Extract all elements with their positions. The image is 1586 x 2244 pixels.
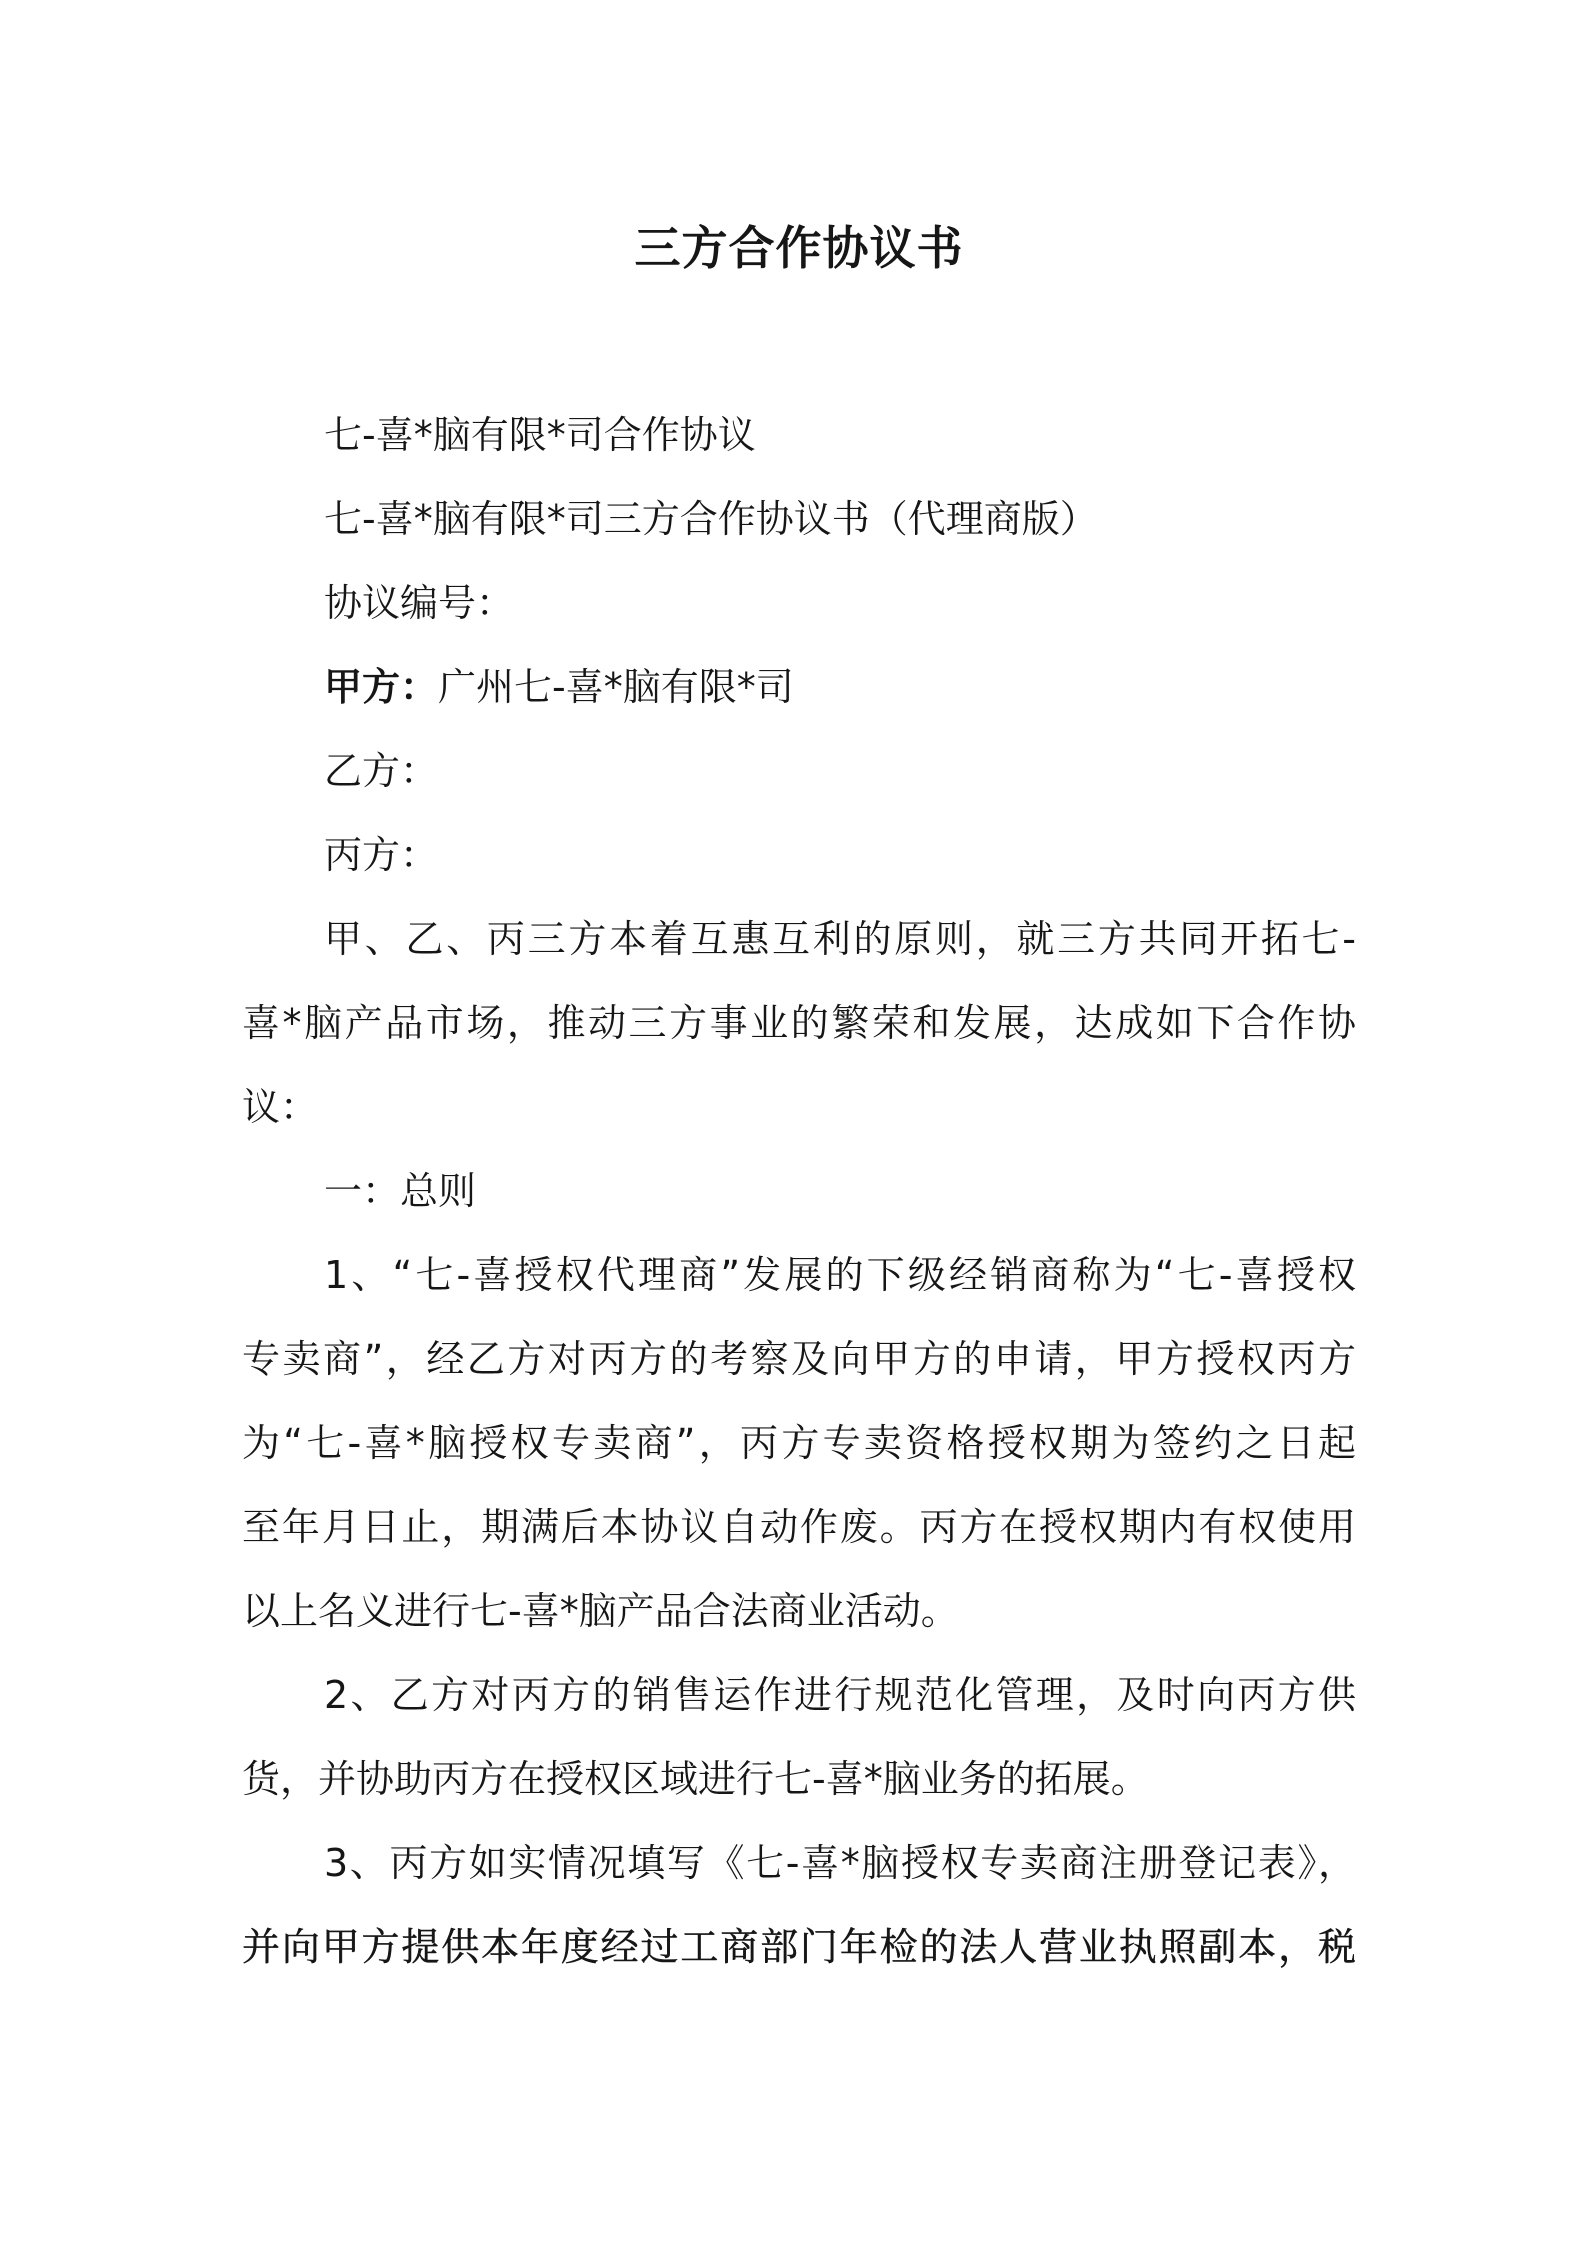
clause-2-line: 2、乙方对丙方的销售运作进行规范化管理，及时向丙方供 [324, 1673, 1359, 1717]
party-a-name: 广州七-喜*脑有限*司 [438, 665, 794, 709]
clause-3-line: 3、丙方如实情况填写《七-喜*脑授权专卖商注册登记表》， [324, 1841, 1358, 1885]
party-b [242, 729, 1356, 813]
clause-3-line: 并向甲方提供本年度经过工商部门年检的法人营业执照副本，税 [242, 1925, 1358, 1969]
agreement-number-label: 协议编号： [324, 581, 515, 625]
clause-1-line: 1、“七-喜授权代理商”发展的下级经销商称为“七-喜授权 [324, 1253, 1360, 1297]
clause-1-line: 为“七-喜*脑授权专卖商”，丙方专卖资格授权期为签约之日起 [242, 1421, 1360, 1465]
party-b-label: 乙方： [324, 749, 439, 793]
clause-1-line: 专卖商”，经乙方对丙方的考察及向甲方的申请，甲方授权丙方 [242, 1337, 1359, 1381]
agreement-full-title: 七-喜*脑有限*司三方合作协议书（代理商版） [324, 497, 1098, 541]
preamble-line: 喜*脑产品市场，推动三方事业的繁荣和发展，达成如下合作协 [242, 1001, 1359, 1045]
party-c [242, 813, 1356, 897]
section-heading-general: 一：总则 [324, 1169, 477, 1213]
preamble-line: 议： [242, 1085, 319, 1129]
party-c-label: 丙方： [324, 833, 439, 877]
clause-1-line: 以上名义进行七-喜*脑产品合法商业活动。 [242, 1589, 959, 1633]
document-title: 三方合作协议书 [634, 221, 964, 275]
clause-1-line: 至年月日止，期满后本协议自动作废。丙方在授权期内有权使用 [242, 1505, 1358, 1549]
agreement-name: 七-喜*脑有限*司合作协议 [324, 413, 756, 457]
party-a-label: 甲方： [324, 665, 439, 709]
document-body [242, 393, 1360, 1989]
clause-2-line: 货，并协助丙方在授权区域进行七-喜*脑业务的拓展。 [242, 1757, 1149, 1801]
preamble-line: 甲、乙、丙三方本着互惠互利的原则，就三方共同开拓七- [324, 917, 1359, 961]
party-a [242, 645, 1356, 729]
